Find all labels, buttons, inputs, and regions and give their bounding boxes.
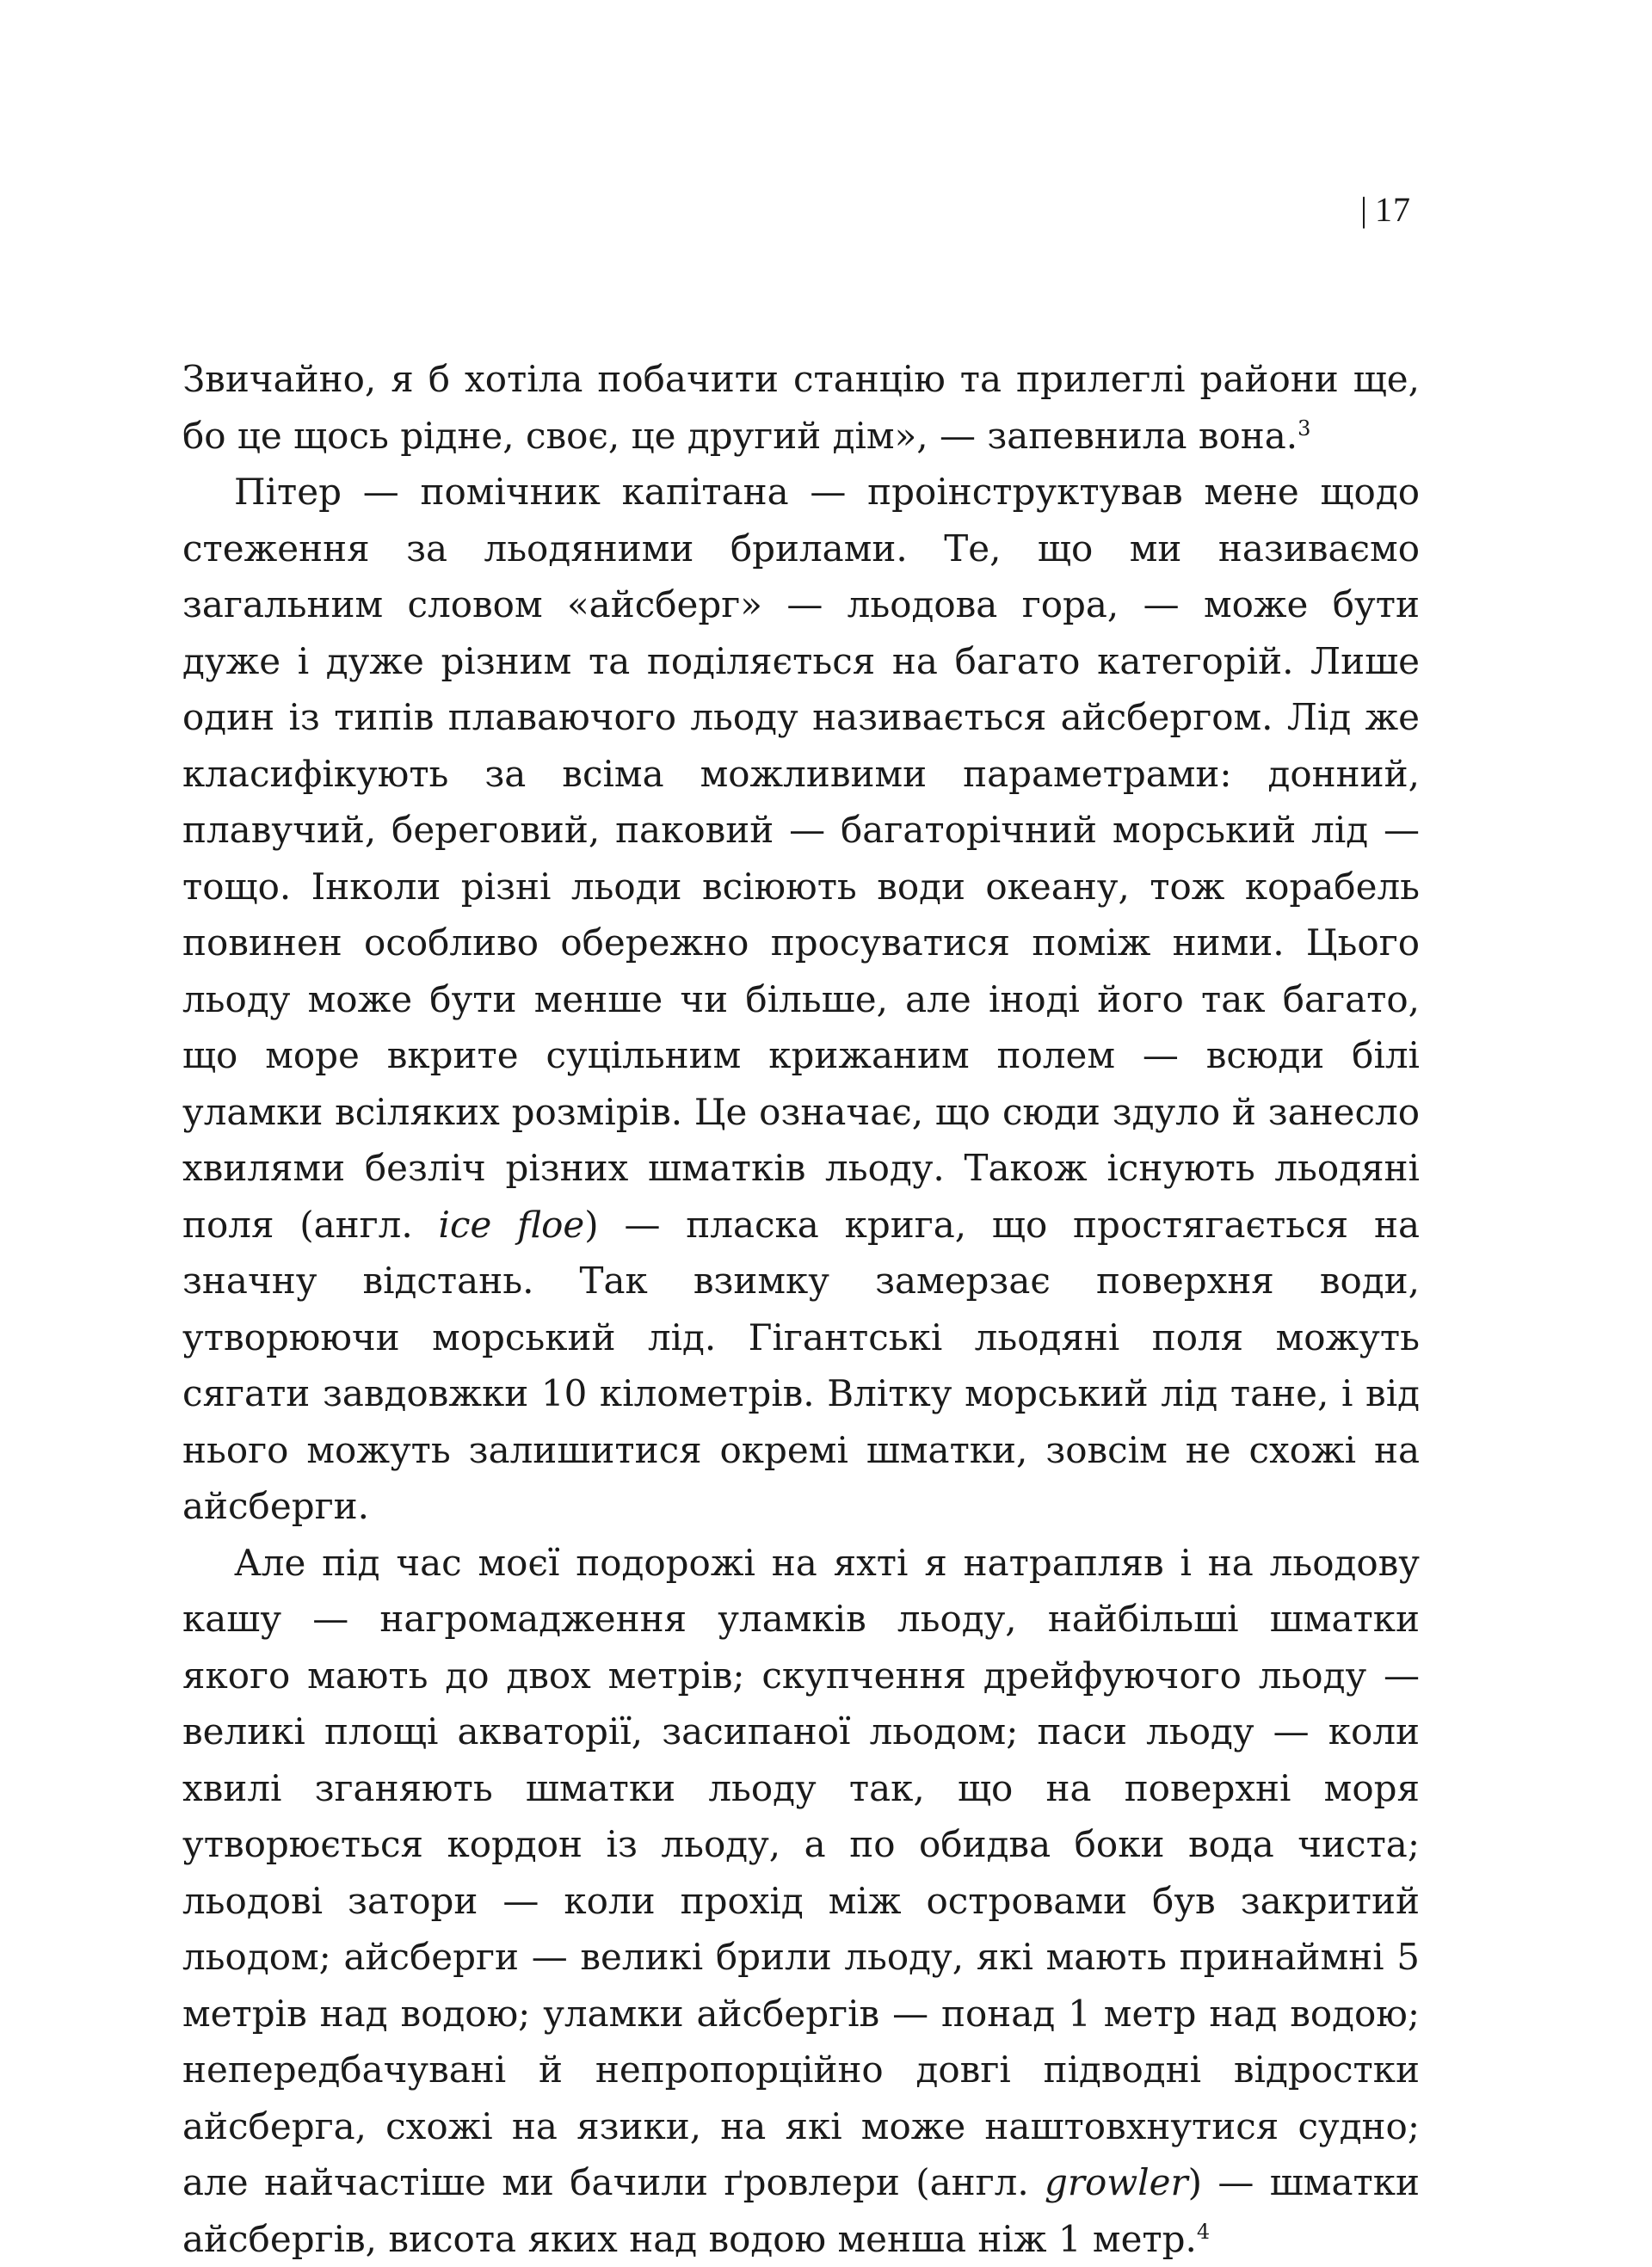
page-number-value: 17 xyxy=(1375,190,1411,229)
paragraph-3-italic-term: growler xyxy=(1045,2161,1188,2203)
body-text xyxy=(182,351,1420,2267)
paragraph-3 xyxy=(182,1535,1420,2267)
paragraph-3-text-end: ) — шматки айсбергів, висота яких над водою менша ніж 1 метр. xyxy=(182,2161,1420,2260)
paragraph-1-text: Звичайно, я б хотіла побачити станцію та прилеглі райони ще, бо це щось рідне, своє, це другий дім», — запевнила вона. xyxy=(182,358,1420,457)
paragraph-1 xyxy=(182,351,1420,464)
footnote-marker-3: 3 xyxy=(1298,416,1310,440)
paragraph-2-italic-term: ice floe xyxy=(439,1204,585,1246)
footnote-marker-4: 4 xyxy=(1197,2220,1210,2244)
paragraph-2-text-end: ) — пласка крига, що простягається на значну відстань. Так взимку замерзає поверхня води, утворюючи морський лід. Гігантські льодяні поля можуть сягати завдовжки 10 кілометрів. Влітку морський лід тане, і від нього можуть залишитися окремі шматки, зовсім не схожі на айсберги. xyxy=(182,1204,1420,1528)
page-number-separator: | xyxy=(1360,189,1368,230)
paragraph-3-text-start: Але під час моєї подорожі на яхті я натрапляв і на льодову кашу — нагромадження уламків льоду, найбільші шматки якого мають до двох метрів; скупчення дрейфуючого льоду — великі площі акваторії, засипаної льодом; паси льоду — коли хвилі зганяють шматки льоду так, що на поверхні моря утворюється кордон із льоду, а по обидва боки вода чиста; льодові затори — коли прохід між островами був закритий льодом; айсберги — великі брили льоду, які мають принаймні 5 метрів над водою; уламки айсбергів — понад 1 метр над водою; непередбачувані й непропорційно довгі підводні відростки айсберга, схожі на язики, на які може наштовхнутися судно; але найчастіше ми бачили ґровлери (англ. xyxy=(182,1542,1420,2204)
paragraph-2-text-start: Пітер — помічник капітана — проінструктував мене щодо стеження за льодяними брилами. Те, що ми називаємо загальним словом «айсберг» — льодова гора, — може бути дуже і дуже різним та поділяється на багато категорій. Лише один із типів плаваючого льоду називається айсбергом. Лід же класифікують за всіма можливими параметрами: донний, плавучий, береговий, паковий — багаторічний морський лід — тощо. Інколи різні льоди всіюють води океану, тож корабель повинен особливо обережно просуватися поміж ними. Цього льоду може бути менше чи більше, але іноді його так багато, що море вкрите суцільним крижаним полем — всюди білі уламки всіляких розмірів. Це означає, що сюди здуло й занесло хвилями безліч різних шматків льоду. Також існують льодяні поля (англ. xyxy=(182,471,1420,1246)
paragraph-2 xyxy=(182,464,1420,1535)
page-number xyxy=(1360,189,1411,230)
